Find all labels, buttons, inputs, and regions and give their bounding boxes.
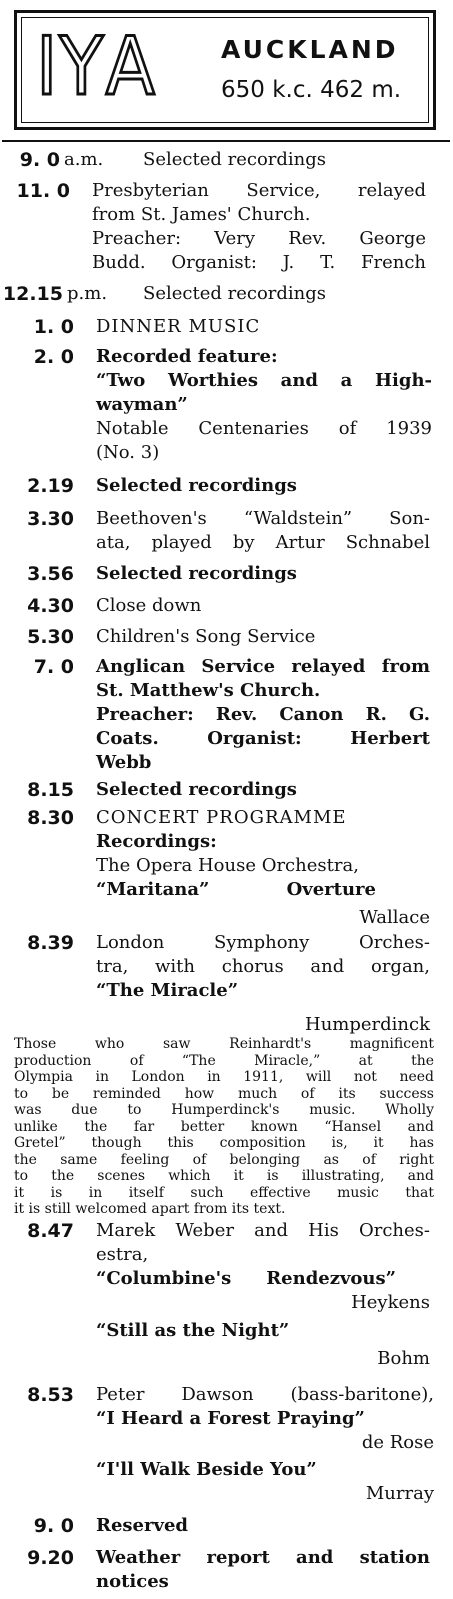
entry-time: 1. 0	[33, 316, 74, 338]
entry-line: Close down	[96, 595, 202, 616]
entry-line: “The Miracle”	[96, 980, 239, 1001]
entry-composer: Wallace	[359, 907, 430, 928]
entry-line: (No. 3)	[96, 442, 160, 463]
entry-composer: Heykens	[351, 1292, 430, 1313]
entry-line: Preacher: Rev. Canon R. G.	[96, 704, 430, 725]
entry-line: Reserved	[96, 1515, 188, 1536]
note-line: the same feeling of belonging as of right	[14, 1151, 434, 1168]
entry-line: Recorded feature:	[96, 346, 278, 367]
entry-time: 9. 0	[19, 149, 60, 171]
entry-text	[96, 778, 430, 802]
entry-line: Budd. Organist: J. T. French	[92, 252, 426, 273]
entry-line: Marek Weber and His Orches-	[96, 1220, 430, 1241]
entry-text	[96, 315, 430, 339]
call-sign-logo	[35, 21, 156, 113]
entry-text	[96, 507, 430, 555]
entry-time: 9.20	[27, 1547, 74, 1569]
entry-text	[96, 1514, 430, 1538]
entry-line: Preacher: Very Rev. George	[92, 228, 426, 249]
entry-line: wayman”	[96, 394, 188, 415]
entry-text	[96, 655, 430, 775]
entry-line: Selected recordings	[96, 475, 297, 496]
entry-line: Selected recordings	[96, 563, 297, 584]
entry-line: “Still as the Night”	[96, 1320, 290, 1341]
entry-line: Selected recordings	[143, 149, 327, 170]
entry-line: ata, played by Artur Schnabel	[96, 532, 430, 553]
note-line: production of “The Miracle,” at the	[14, 1052, 434, 1069]
entry-text	[96, 625, 430, 649]
note-line: was due to Humperdinck's music. Wholly	[14, 1102, 434, 1118]
station-header	[14, 10, 436, 130]
note-line: unlike the far better known “Hansel and	[14, 1118, 434, 1135]
entry-text	[96, 345, 432, 465]
entry-time: 4.30	[27, 595, 74, 617]
entry-line: from St. James' Church.	[92, 204, 311, 225]
entry-line: Selected recordings	[96, 779, 297, 800]
entry-line: Notable Centenaries of 1939	[96, 418, 432, 439]
entry-line: “I Heard a Forest Praying”	[96, 1408, 365, 1429]
entry-line: notices	[96, 1571, 169, 1592]
entry-line: CONCERT PROGRAMME	[96, 807, 347, 828]
entry-text	[96, 931, 430, 1037]
entry-line: Anglican Service relayed from	[96, 656, 430, 677]
entry-time: 3.30	[27, 508, 74, 530]
header-divider	[2, 140, 450, 142]
note-line: it is still welcomed apart from its text.	[14, 1201, 286, 1217]
entry-line: Peter Dawson (bass-baritone),	[96, 1384, 434, 1405]
call-sign-letter-1: I	[36, 20, 56, 113]
entry-text	[96, 594, 430, 618]
note-line: to be reminded how much of its success	[14, 1085, 434, 1102]
entry-composer: Murray	[365, 1483, 434, 1504]
entry-line: London Symphony Orches-	[96, 932, 430, 953]
entry-text	[96, 1383, 434, 1506]
entry-line: “Two Worthies and a High-	[96, 370, 432, 391]
entry-time-suffix: a.m.	[64, 149, 104, 170]
entry-line: “I'll Walk Beside You”	[96, 1459, 317, 1480]
note-line: Those who saw Reinhardt's magnificent	[14, 1036, 434, 1052]
entry-line: Selected recordings	[143, 283, 327, 304]
entry-line: estra,	[96, 1244, 149, 1265]
entry-time: 8.15	[27, 779, 74, 801]
entry-text	[96, 562, 430, 586]
entry-time: 11. 0	[16, 180, 70, 202]
entry-time: 8.30	[27, 807, 74, 829]
entry-time-suffix: p.m.	[67, 283, 108, 304]
entry-line: Recordings:	[96, 831, 217, 852]
entry-line: tra, with chorus and organ,	[96, 956, 430, 977]
entry-text	[96, 806, 430, 930]
entry-time: 5.30	[27, 626, 74, 648]
entry-composer: de Rose	[361, 1432, 434, 1453]
note-line: Olympia in London in 1911, will not need	[14, 1069, 434, 1085]
entry-text	[96, 1546, 430, 1594]
entry-composer: Bohm	[377, 1348, 430, 1369]
note-line: Gretel” though this composition is, it has	[14, 1135, 434, 1151]
entry-time: 8.47	[27, 1220, 74, 1242]
station-frequency: 650 k.c. 462 m.	[221, 77, 402, 103]
entry-text	[143, 148, 423, 172]
entry-line: Beethoven's “Waldstein” Son-	[96, 508, 430, 529]
note-line: it is in itself such effective music that	[14, 1184, 434, 1201]
entry-line: Weather report and station	[96, 1547, 430, 1568]
call-sign-letter-2: Y	[58, 20, 102, 113]
entry-line: “Maritana” Overture	[96, 879, 376, 900]
entry-time: 3.56	[27, 563, 74, 585]
entry-line: DINNER MUSIC	[96, 316, 261, 337]
station-city: AUCKLAND	[221, 35, 399, 64]
entry-line: Coats. Organist: Herbert	[96, 728, 430, 749]
entry-line: “Columbine's Rendezvous”	[96, 1268, 396, 1289]
entry-line: The Opera House Orchestra,	[96, 855, 359, 876]
entry-composer: Humperdinck	[305, 1014, 430, 1035]
programme-note	[14, 1036, 434, 1218]
entry-time: 8.39	[27, 932, 74, 954]
entry-time: 7. 0	[33, 656, 74, 678]
entry-line: Children's Song Service	[96, 626, 316, 647]
entry-time: 2.19	[27, 475, 74, 497]
call-sign-letter-3: A	[106, 20, 154, 113]
entry-time: 8.53	[27, 1384, 74, 1406]
entry-text	[96, 1219, 430, 1371]
entry-time: 9. 0	[33, 1515, 74, 1537]
entry-time: 2. 0	[33, 346, 74, 368]
entry-line: Presbyterian Service, relayed	[92, 180, 426, 201]
entry-line: St. Matthew's Church.	[96, 680, 321, 701]
entry-text	[96, 474, 430, 498]
entry-line: Webb	[96, 752, 152, 773]
entry-time: 12.15	[2, 283, 63, 305]
entry-text	[92, 179, 426, 275]
entry-text	[143, 282, 423, 306]
note-line: to the scenes which it is illustrating, and	[14, 1168, 434, 1184]
